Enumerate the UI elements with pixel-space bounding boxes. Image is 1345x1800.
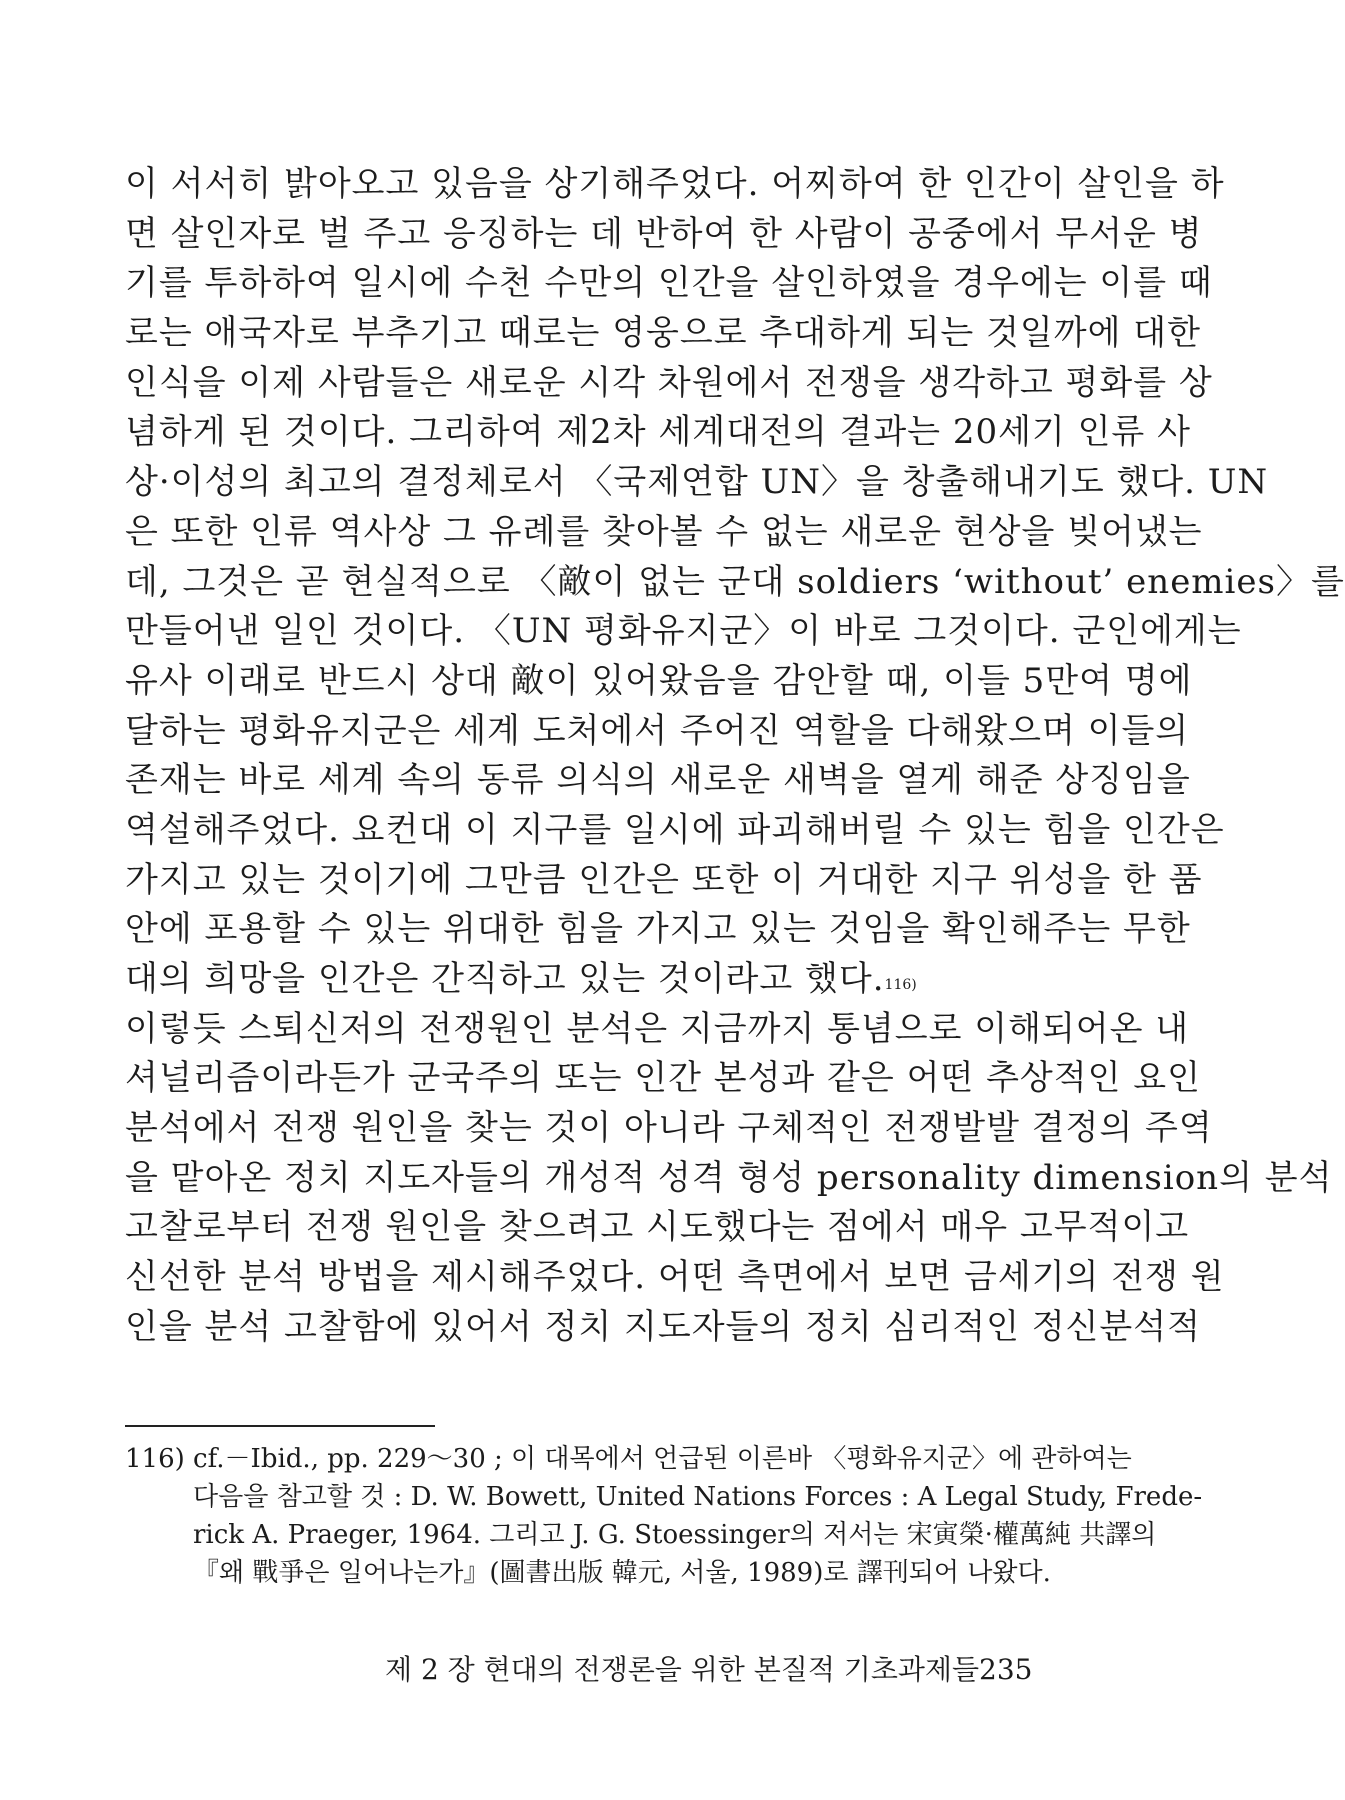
text-line: 존재는 바로 세계 속의 동류 의식의 새로운 새벽을 열게 해준 상징임을 (125, 760, 1191, 801)
page-number: 235 (979, 1653, 1033, 1686)
text-line: 고찰로부터 전쟁 원인을 찾으려고 시도했다는 점에서 매우 고무적이고 (125, 1207, 1190, 1248)
text-line: 념하게 된 것이다. 그리하여 제2차 세계대전의 결과는 20세기 인류 사 (125, 412, 1191, 453)
running-footer (385, 1650, 1033, 1690)
text-line: 셔널리즘이라든가 군국주의 또는 인간 본성과 같은 어떤 추상적인 요인 (125, 1058, 1201, 1099)
footnote-line: 『왜 戰爭은 일어나는가』(圖書出版 韓元, 서울, 1989)로 譯刊되어 나왔다. (193, 1558, 1051, 1588)
text-line: 인을 분석 고찰함에 있어서 정치 지도자들의 정치 심리적인 정신분석적 (125, 1306, 1201, 1347)
text-line: 기를 투하하여 일시에 수천 수만의 인간을 살인하였을 경우에는 이를 때 (125, 263, 1213, 304)
text-line: 신선한 분석 방법을 제시해주었다. 어떤 측면에서 보면 금세기의 전쟁 원 (125, 1257, 1225, 1298)
text-line: 인식을 이제 사람들은 새로운 시각 차원에서 전쟁을 생각하고 평화를 상 (125, 362, 1213, 403)
text-line: 이 서서히 밝아오고 있음을 상기해주었다. 어찌하여 한 인간이 살인을 하 (125, 164, 1225, 204)
footnote-line: 다음을 참고할 것 : D. W. Bowett, United Nations Forces : A Legal Study, Frede- (193, 1482, 1203, 1512)
text-line: 역설해주었다. 요컨대 이 지구를 일시에 파괴해버릴 수 있는 힘을 인간은 (125, 809, 1225, 850)
text-line: 유사 이래로 반드시 상대 敵이 있어왔음을 감안할 때, 이들 5만여 명에 (125, 660, 1193, 701)
text-line: 안에 포용할 수 있는 위대한 힘을 가지고 있는 것임을 확인해주는 무한 (125, 909, 1191, 950)
text-line: 을 맡아온 정치 지도자들의 개성적 성격 형성 personality dimension의 분석 (125, 1157, 1333, 1198)
footnote-reference: 116) (884, 977, 917, 993)
text-line: 분석에서 전쟁 원인을 찾는 것이 아니라 구체적인 전쟁발발 결정의 주역 (125, 1108, 1213, 1149)
body-text (125, 160, 1345, 1353)
text-line: 만들어낸 일인 것이다. 〈UN 평화유지군〉이 바로 그것이다. 군인에게는 (125, 611, 1242, 652)
text-line-with-note (125, 955, 1070, 1005)
footnote-line: rick A. Praeger, 1964. 그리고 J. G. Stoessinger의 저서는 宋寅榮·權萬純 共譯의 (193, 1520, 1157, 1550)
chapter-title: 제 2 장 현대의 전쟁론을 위한 본질적 기초과제들 (385, 1653, 980, 1686)
text-line: 상·이성의 최고의 결정체로서 〈국제연합 UN〉을 창출해내기도 했다. UN (125, 462, 1269, 503)
footnote-divider (125, 1425, 435, 1427)
text-line: 데, 그것은 곧 현실적으로 〈敵이 없는 군대 soldiers ‘without’ enemies〉를 (125, 561, 1345, 602)
text-line: 가지고 있는 것이기에 그만큼 인간은 또한 이 거대한 지구 위성을 한 품 (125, 859, 1203, 900)
text-line: 달하는 평화유지군은 세계 도처에서 주어진 역할을 다해왔으며 이들의 (125, 710, 1190, 751)
paragraph-start-line: 이렇듯 스퇴신저의 전쟁원인 분석은 지금까지 통념으로 이해되어온 내 (125, 1008, 1190, 1049)
footnote-line: 116) cf.－Ibid., pp. 229～30 ; 이 대목에서 언급된 이른바 〈평화유지군〉에 관하여는 (125, 1444, 1132, 1474)
footnotes (125, 1440, 1203, 1592)
text-line: 로는 애국자로 부추기고 때로는 영웅으로 추대하게 되는 것일까에 대한 (125, 313, 1201, 354)
text-line: 면 살인자로 벌 주고 응징하는 데 반하여 한 사람이 공중에서 무서운 병 (125, 213, 1203, 254)
text-line-content: 대의 희망을 인간은 간직하고 있는 것이라고 했다. (125, 959, 885, 999)
text-line: 은 또한 인류 역사상 그 유례를 찾아볼 수 없는 새로운 현상을 빚어냈는 (125, 511, 1203, 552)
